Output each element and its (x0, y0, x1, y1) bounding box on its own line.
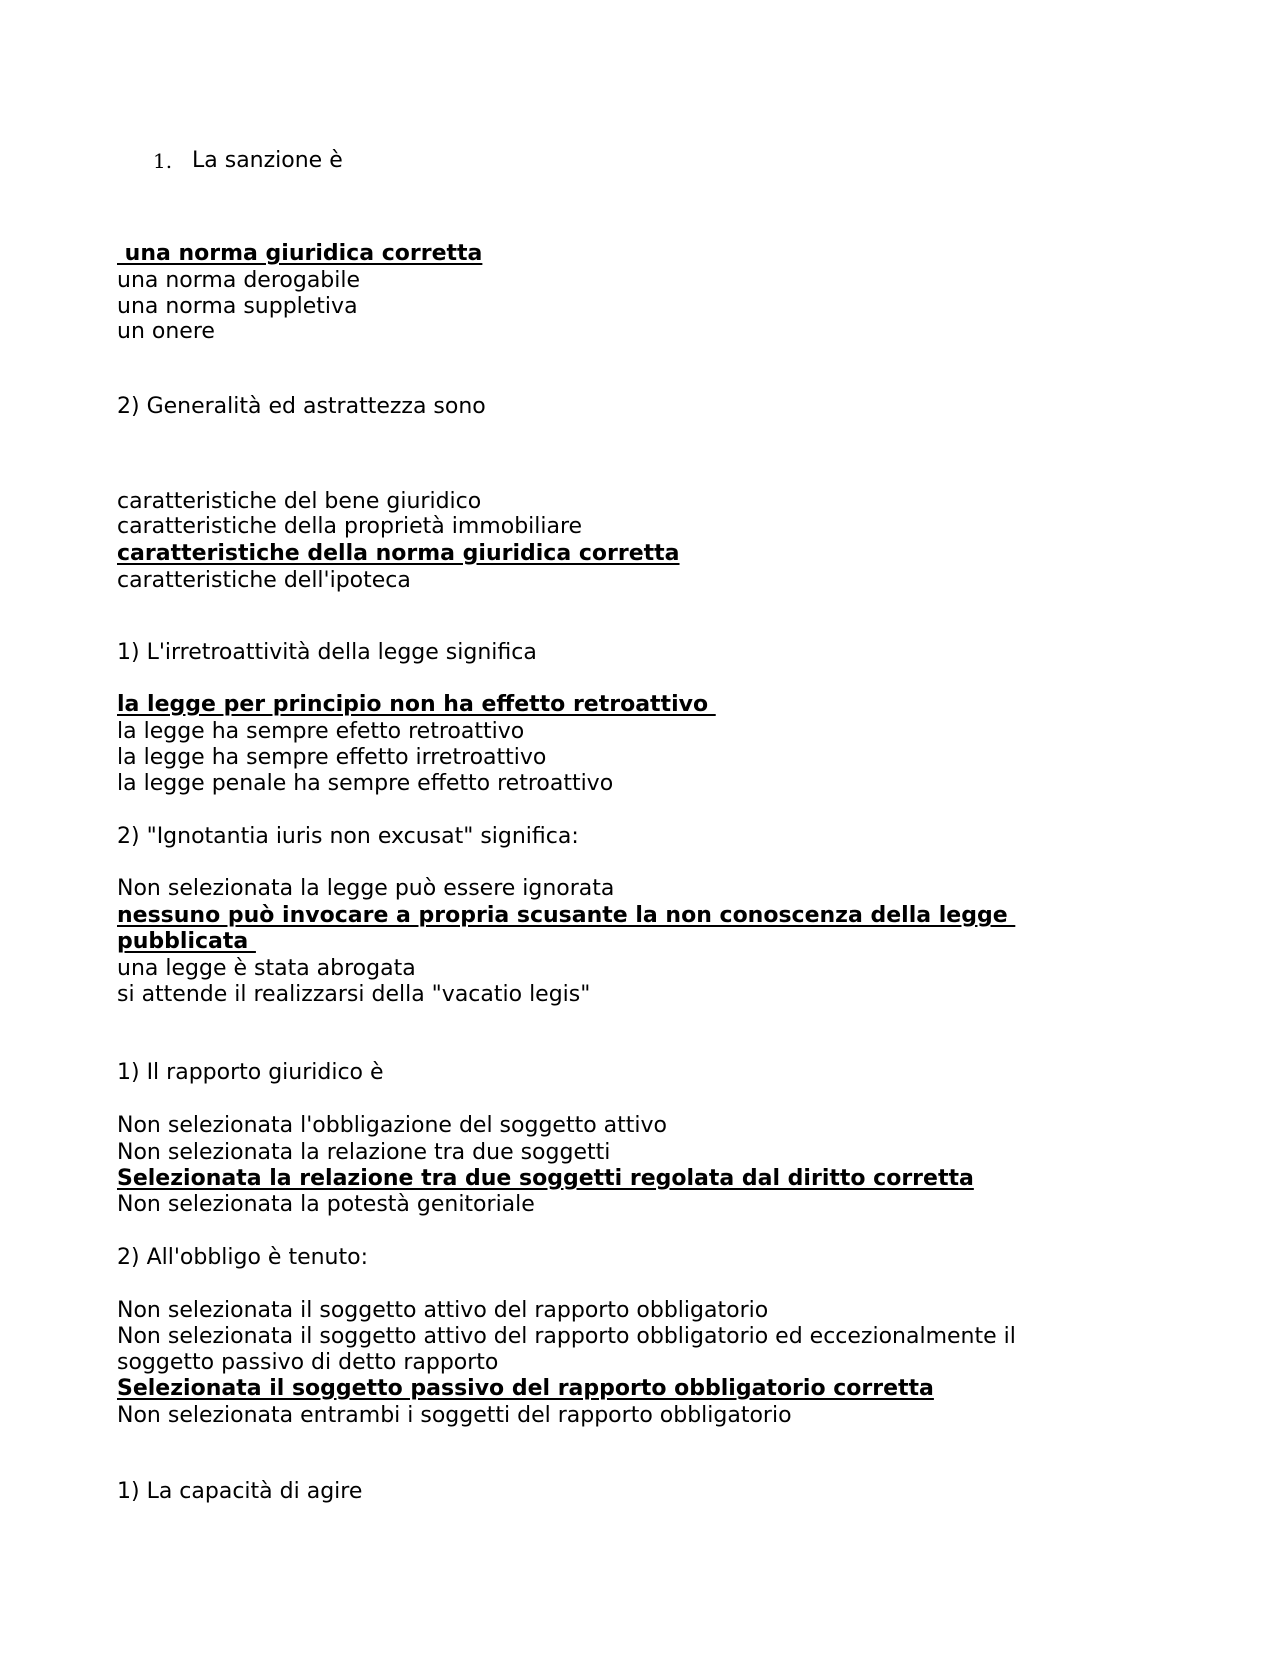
answer-option: Non selezionata l'obbligazione del soggetto attivo (117, 1113, 667, 1138)
answer-correct: Selezionata la relazione tra due soggetti regolata dal diritto corretta (117, 1166, 974, 1191)
question-sanzione: La sanzione è (192, 148, 343, 173)
answer-correct: una norma giuridica corretta (117, 241, 483, 266)
answer-option: Non selezionata entrambi i soggetti del rapporto obbligatorio (117, 1403, 792, 1428)
answer-correct: la legge per principio non ha effetto retroattivo (117, 692, 716, 717)
answer-correct: nessuno può invocare a propria scusante la non conoscenza della legge (117, 903, 1016, 928)
answer-option: un onere (117, 319, 215, 344)
answer-option: Non selezionata la potestà genitoriale (117, 1192, 535, 1217)
list-number: 1. (153, 149, 173, 173)
question-capacita-agire: 1) La capacità di agire (117, 1479, 363, 1504)
answer-correct: Selezionata il soggetto passivo del rapporto obbligatorio corretta (117, 1376, 934, 1401)
question-ignorantia: 2) "Ignotantia iuris non excusat" significa: (117, 824, 579, 849)
answer-option: si attende il realizzarsi della "vacatio legis" (117, 982, 591, 1007)
answer-option: la legge penale ha sempre effetto retroattivo (117, 771, 614, 796)
answer-option: una legge è stata abrogata (117, 956, 416, 981)
answer-option: Non selezionata la legge può essere ignorata (117, 876, 615, 901)
answer-option: caratteristiche della proprietà immobiliare (117, 514, 583, 539)
question-obbligo: 2) All'obbligo è tenuto: (117, 1245, 369, 1270)
question-generalita: 2) Generalità ed astrattezza sono (117, 394, 486, 419)
question-irretroattivita: 1) L'irretroattività della legge significa (117, 640, 537, 665)
answer-correct-continued: pubblicata (117, 929, 256, 954)
answer-option-continued: soggetto passivo di detto rapporto (117, 1350, 499, 1375)
answer-option: una norma derogabile (117, 268, 361, 293)
answer-option: Non selezionata la relazione tra due soggetti (117, 1140, 611, 1165)
answer-option: la legge ha sempre effetto irretroattivo (117, 745, 547, 770)
answer-option: una norma suppletiva (117, 294, 358, 319)
answer-option: la legge ha sempre efetto retroattivo (117, 719, 525, 744)
answer-option: Non selezionata il soggetto attivo del rapporto obbligatorio ed eccezionalmente il (117, 1324, 1016, 1349)
answer-option: Non selezionata il soggetto attivo del rapporto obbligatorio (117, 1298, 769, 1323)
question-rapporto-giuridico: 1) Il rapporto giuridico è (117, 1060, 384, 1085)
answer-option: caratteristiche del bene giuridico (117, 489, 482, 514)
answer-correct: caratteristiche della norma giuridica corretta (117, 541, 680, 566)
answer-option: caratteristiche dell'ipoteca (117, 568, 411, 593)
